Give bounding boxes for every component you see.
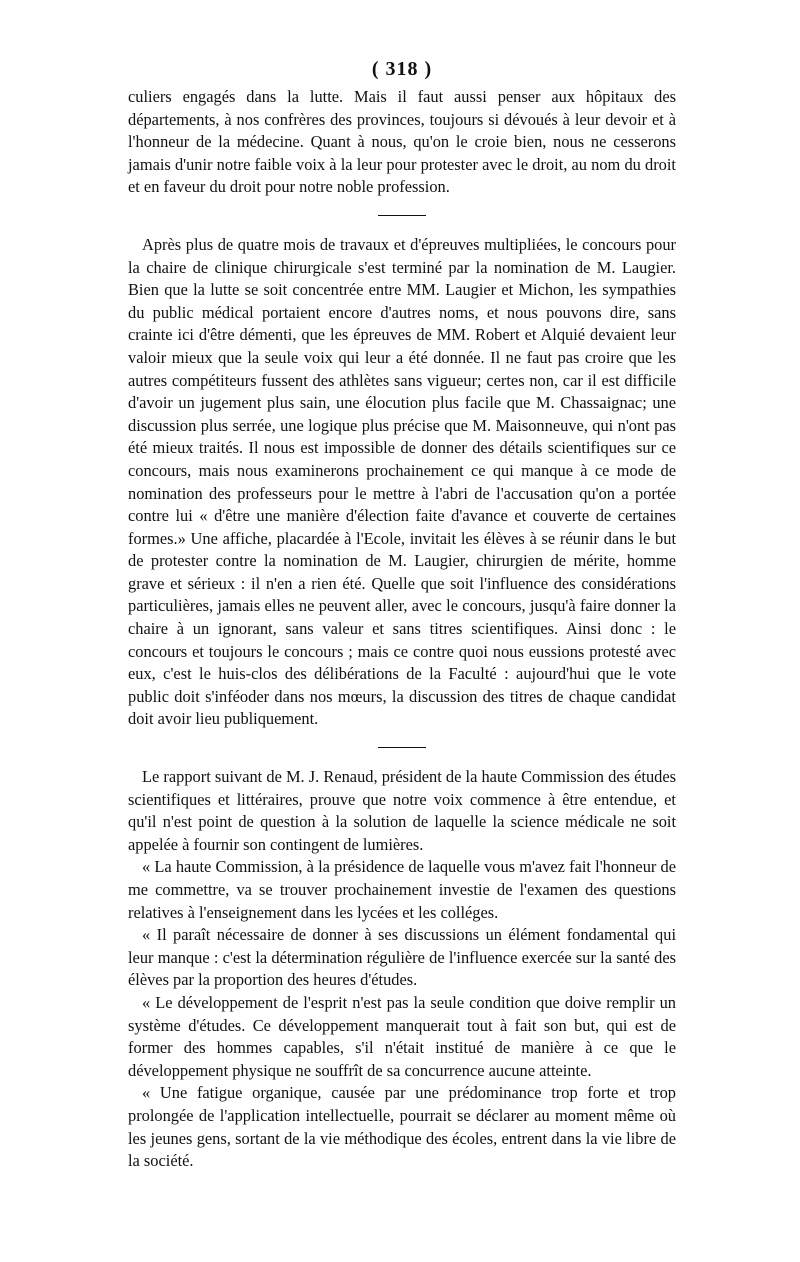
paragraph-quote-element: « Il paraît nécessaire de donner à ses discussions un élément fondamental qui leur manque : c'est la détermination régulière de l'influence exercée sur la santé des élèves par la proportion des heures d'études. bbox=[128, 925, 676, 990]
document-page bbox=[128, 58, 676, 1173]
rapport-section bbox=[128, 766, 676, 1173]
paragraph-rapport-intro: Le rapport suivant de M. J. Renaud, président de la haute Commission des études scientifiques et littéraires, prouve que notre voix commence à être entendue, et qu'il n'est point de question à la solution de laquelle la science médicale ne soit appelée à fournir son contingent de lumières. bbox=[128, 767, 676, 854]
paragraph-quote-fatigue: « Une fatigue organique, causée par une prédominance trop forte et trop prolongée de l'application intellectuelle, pourrait se déclarer au moment même où les jeunes gens, sortant de la vie méthodique des écoles, entrent dans la vie libre de la société. bbox=[128, 1083, 676, 1171]
page-number: ( 318 ) bbox=[371, 58, 433, 80]
section-divider bbox=[378, 215, 426, 216]
paragraph-quote-developpement: « Le développement de l'esprit n'est pas la seule condition que doive remplir un système d'études. Ce développement manquerait tout à fait son but, qui est de former des hommes capables, s'il n'était institué de manière à ce que le développement physique ne souffrît de sa concurrence aucune atteinte. bbox=[128, 992, 676, 1080]
paragraph-quote-commission: « La haute Commission, à la présidence de laquelle vous m'avez fait l'honneur de me commettre, va se trouver prochainement investie de l'examen des questions relatives à l'enseignement dans les lycées et les colléges. bbox=[128, 857, 676, 922]
concours-section bbox=[128, 234, 676, 731]
paragraph-concours: Après plus de quatre mois de travaux et d'épreuves multipliées, le concours pour la chaire de clinique chirurgicale s'est terminé par la nomination de M. Laugier. Bien que la lutte se soit concentrée entre MM. Laugier et Michon, les sympathies du public médical portaient encore d'autres noms, et nous pouvons dire, sans crainte ici d'être démenti, que les épreuves de MM. Robert et Alquié devaient leur valoir mieux que la seule voix qui leur a été donnée. Il ne faut pas croire que les autres compétiteurs fussent des athlètes sans vigueur; certes non, car il est difficile d'avoir un jugement plus sain, une élocution plus facile que M. Chassaignac; une discussion plus serrée, une logique plus précise que M. Maisonneuve, qui n'ont pas été mieux traités. Il nous est impossible de donner des détails scientifiques sur ce concours, mais nous examinerons prochainement ce qui manque à ce mode de nomination des professeurs pour le mettre à l'abri de l'accusation qu'on a portée contre lui « d'être une manière d'élection faite d'avance et couverte de certaines formes.» Une affiche, placardée à l'Ecole, invitait les élèves à se réunir dans le but de protester contre la nomination de M. Laugier, chirurgien de mérite, homme grave et sérieux : il n'en a rien été. Quelle que soit l'influence des considérations particulières, jamais elles ne peuvent aller, avec le concours, jusqu'à faire donner la chaire à un ignorant, sans valeur et sans titres scientifiques. Ainsi donc : le concours et toujours le concours ; mais ce contre quoi nous eussions protesté avec eux, c'est le huis-clos des délibérations de la Faculté : aujourd'hui que le vote public doit s'inféoder dans nos mœurs, la discussion des titres de chaque candidat doit avoir lieu publiquement. bbox=[128, 234, 676, 729]
closing-paragraph-section bbox=[128, 86, 676, 199]
section-divider bbox=[378, 747, 426, 748]
paragraph-hospitals: culiers engagés dans la lutte. Mais il faut aussi penser aux hôpitaux des départements, à nos confrères des provinces, toujours si dévoués à leur devoir et à l'honneur de la médecine. Quant à nous, qu'on le croie bien, nous ne cesserons jamais d'unir notre faible voix à la leur pour protester avec le droit, au nom du droit et en faveur du droit pour notre noble profession. bbox=[128, 87, 676, 197]
